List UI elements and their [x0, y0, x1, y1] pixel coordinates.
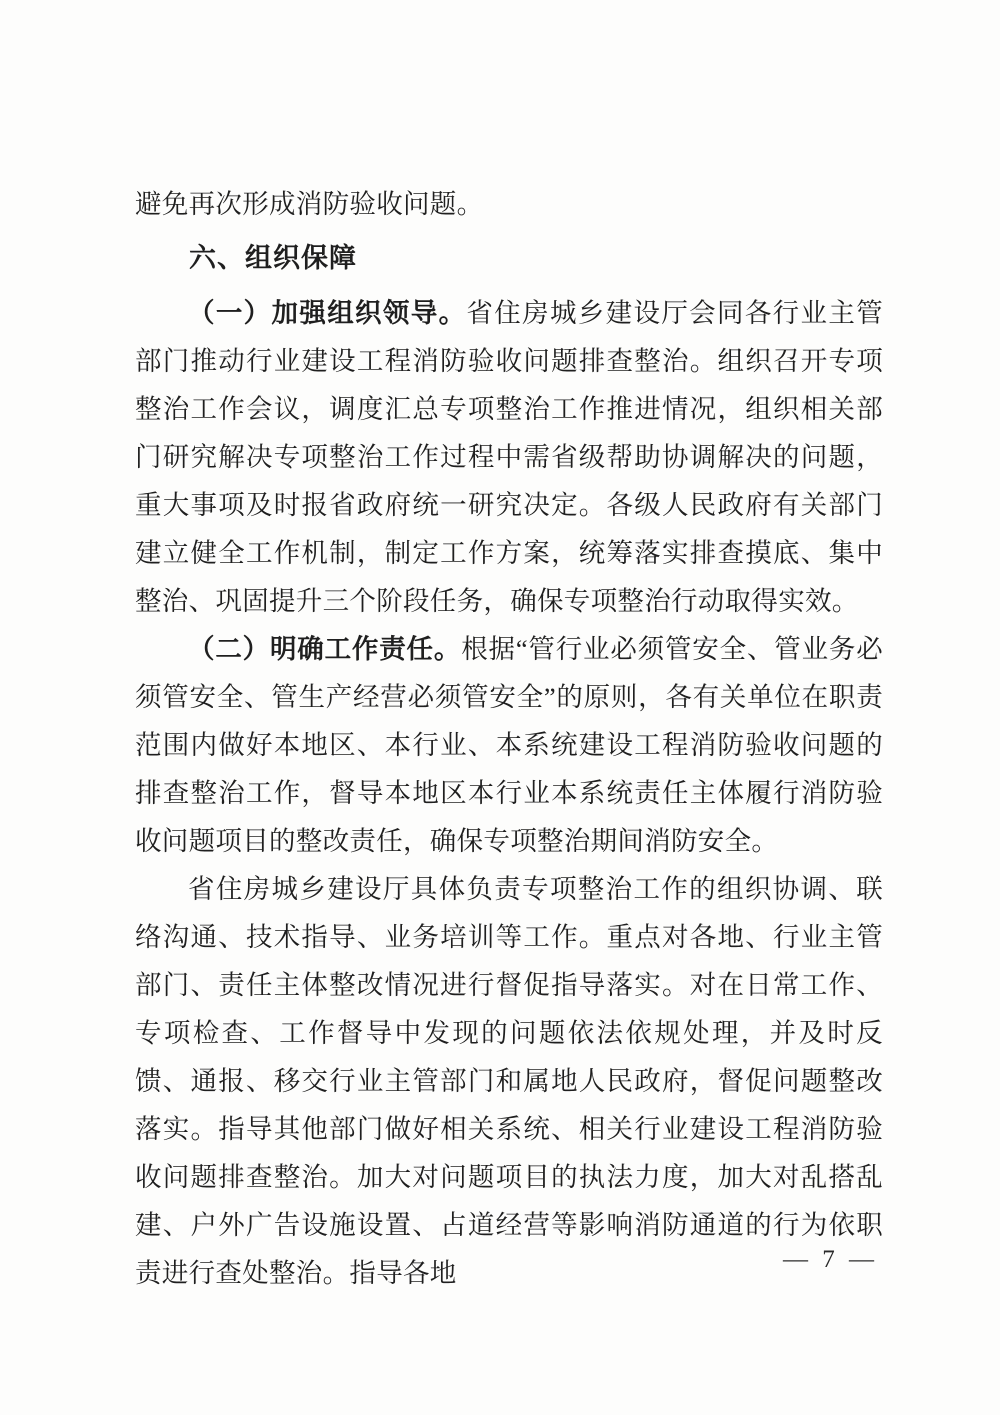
paragraph-2-lead: （二）明确工作责任。: [188, 634, 462, 664]
paragraph-department-duties: [135, 865, 883, 1297]
document-content: [135, 180, 883, 1297]
paragraph-organization-leadership: [135, 289, 883, 625]
paragraph-1-body: 省住房城乡建设厅会同各行业主管部门推动行业建设工程消防验收问题排查整治。组织召开专项整治工作会议，调度汇总专项整治工作推进情况，组织相关部门研究解决专项整治工作过程中需省级帮助协调解决的问题，重大事项及时报省政府统一研究决定。各级人民政府有关部门建立健全工作机制，制定工作方案，统筹落实排查摸底、集中整治、巩固提升三个阶段任务，确保专项整治行动取得实效。: [135, 298, 884, 616]
page-number: — 7 —: [783, 1246, 878, 1273]
paragraph-work-responsibility: [135, 625, 883, 865]
section-heading: 六、组织保障: [189, 243, 357, 273]
paragraph-continuation-from-previous-page: 避免再次形成消防验收问题。: [135, 189, 484, 219]
paragraph-1-lead: （一）加强组织领导。: [188, 298, 467, 328]
paragraph-3-body: 省住房城乡建设厅具体负责专项整治工作的组织协调、联络沟通、技术指导、业务培训等工作。重点对各地、行业主管部门、责任主体整改情况进行督促指导落实。对在日常工作、专项检查、工作督导中发现的问题依法依规处理，并及时反馈、通报、移交行业主管部门和属地人民政府，督促问题整改落实。指导其他部门做好相关系统、相关行业建设工程消防验收问题排查整治。加大对问题项目的执法力度，加大对乱搭乱建、户外广告设施设置、占道经营等影响消防通道的行为依职责进行查处整治。指导各地: [135, 874, 883, 1288]
paragraph-2-body: 根据“管行业必须管安全、管业务必须管安全、管生产经营必须管安全”的原则，各有关单位在职责范围内做好本地区、本行业、本系统建设工程消防验收问题的排查整治工作，督导本地区本行业本系统责任主体履行消防验收问题项目的整改责任，确保专项整治期间消防安全。: [135, 634, 884, 856]
